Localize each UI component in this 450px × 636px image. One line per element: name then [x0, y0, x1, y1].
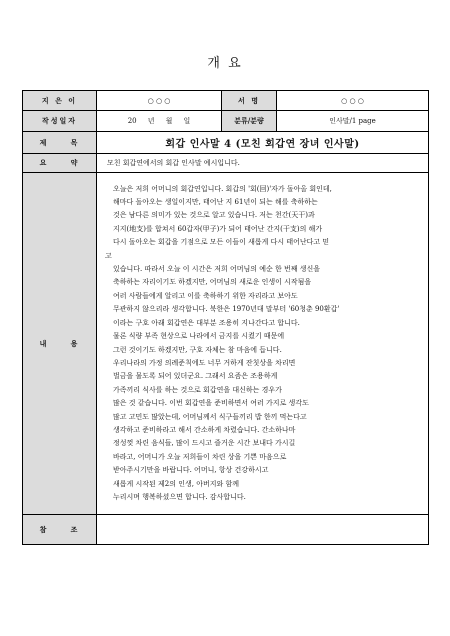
- body-line: 지지(地支)를 합쳐서 60갑자(甲子)가 되어 태어난 간지(干支)의 해가: [113, 224, 323, 233]
- summary-label: 요 약: [23, 154, 97, 173]
- title-value[interactable]: 회갑 인사말 4 (모친 회갑연 장녀 인사말): [97, 132, 429, 154]
- body-line: 이라는 구호 아래 회갑연은 대부분 조용히 지나간다고 합니다.: [113, 318, 300, 327]
- signature-value[interactable]: ○ ○ ○: [277, 91, 429, 111]
- date-row: [23, 111, 429, 132]
- body-line: 바라고, 어머니가 오늘 저희들이 차린 상을 기쁜 마음으로: [113, 452, 287, 461]
- body-line: 새롭게 시작된 제2의 인생, 아버지와 함께: [113, 479, 239, 488]
- body-line: 많고 고민도 많았는데, 어머님께서 식구들끼리 밥 한끼 먹는다고: [113, 412, 307, 421]
- body-line: 많은 것 같습니다. 이번 회갑연을 준비하면서 여러 가지로 생각도: [113, 399, 309, 408]
- body-line: 가족끼리 식사를 하는 것으로 회갑연을 대신하는 경우가: [113, 385, 282, 394]
- body-text-block: [105, 183, 420, 505]
- body-line: 받아주시기만을 바랍니다. 어머니, 항상 건강하시고: [113, 466, 269, 475]
- category-label: 분류/분량: [222, 111, 277, 132]
- author-row: [23, 91, 429, 111]
- body-line: 것은 남다른 의미가 있는 것으로 알고 있습니다. 저는 천간(天干)과: [113, 211, 315, 220]
- author-value[interactable]: ○ ○ ○: [97, 91, 222, 111]
- title-row: [23, 132, 429, 154]
- body-line: 축하하는 자리이기도 하겠지만, 어머님의 새로운 인생이 시작됨을: [113, 278, 312, 287]
- summary-value[interactable]: 모친 회갑연에서의 회갑 인사말 예시입니다.: [97, 154, 429, 173]
- overview-form: [22, 90, 429, 545]
- body-line: 오늘은 저희 어머니의 회갑연입니다. 회갑의 '회(回)'자가 돌아올 회인데,: [113, 184, 332, 193]
- body-row: [23, 173, 429, 515]
- body-line: 벌금을 물도록 되어 있더군요. 그래서 요즘은 조용하게: [113, 372, 278, 381]
- body-line: 있습니다. 따라서 오늘 이 시간은 저희 어머님의 예순 한 번째 생신을: [113, 265, 321, 274]
- body-line: 고: [105, 251, 112, 260]
- body-label: 내 용: [23, 173, 97, 515]
- date-label: 작성일자: [23, 111, 97, 132]
- reference-row: [23, 515, 429, 545]
- body-line: 정성껏 차린 음식들, 많이 드시고 즐거운 시간 보내다 가시길: [113, 439, 296, 448]
- body-line: 그런 것이기도 하겠지만, 구호 자체는 참 마음에 듭니다.: [113, 345, 282, 354]
- body-line: 우리나라의 가정 의례준칙에도 너무 거하게 잔칫상을 차리면: [113, 358, 296, 367]
- body-line: 무관하지 않으리라 생각합니다. 북한은 1970년대 말부터 '60청춘 90환갑': [113, 305, 340, 314]
- body-line: 여러 사람들에게 알리고 이를 축하하기 위한 자리라고 보아도: [113, 291, 298, 300]
- body-line: 해마다 돌아오는 생일이지만, 태어난 지 61년이 되는 해를 축하하는: [113, 198, 318, 207]
- body-line: 생각하고 준비하라고 해서 간소하게 차렸습니다. 간소하나마: [113, 425, 296, 434]
- author-label: 지 은 이: [23, 91, 97, 111]
- summary-row: [23, 154, 429, 173]
- title-label: 제 목: [23, 132, 97, 154]
- reference-value[interactable]: [97, 515, 429, 545]
- date-value[interactable]: 20 년 월 일: [97, 111, 222, 132]
- body-line: 다시 돌아오는 회갑을 기점으로 모든 이들이 새롭게 다시 태어난다고 믿: [113, 238, 330, 247]
- document-title: 개 요: [207, 56, 243, 71]
- category-value[interactable]: 인사말/1 page: [277, 111, 429, 132]
- body-content[interactable]: [97, 173, 429, 515]
- signature-label: 서 명: [222, 91, 277, 111]
- body-line: 누리시며 행복하셨으면 합니다. 감사합니다.: [113, 492, 246, 501]
- body-line: 물론 식량 부족 현상으로 나라에서 금지를 시켰기 때문에: [113, 332, 285, 341]
- reference-label: 참 조: [23, 515, 97, 545]
